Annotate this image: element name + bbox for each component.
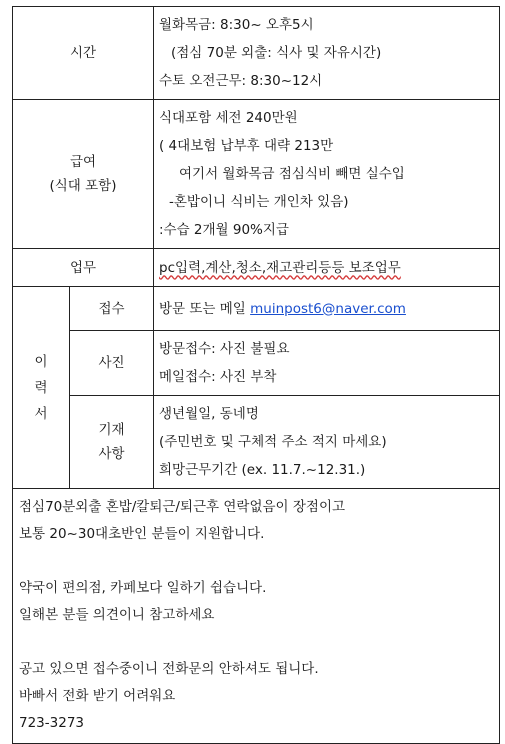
salary-net: ( 4대보험 납부후 대략 213만 <box>159 138 334 154</box>
phone-number: 723-3273 <box>19 715 84 731</box>
reception-label: 접수 <box>98 300 125 317</box>
details-label-line1: 기재 <box>98 422 125 438</box>
hours-row <box>13 7 500 100</box>
note-line: 공고 있으면 접수중이니 전화문의 안하셔도 됩니다. <box>19 661 319 677</box>
reception-prefix: 방문 또는 메일 <box>159 300 251 317</box>
details-row <box>13 396 500 489</box>
details-warning: (주민번호 및 구체적 주소 적지 마세요) <box>159 434 387 450</box>
hours-label: 시간 <box>69 45 97 61</box>
salary-lunch-note: 여기서 월화목금 점심식비 빼면 실수입 <box>179 166 405 182</box>
salary-value-cell <box>154 100 500 249</box>
salary-sublabel: (식대 포함) <box>49 178 117 194</box>
notes-cell <box>13 489 500 744</box>
resume-label-cell <box>13 287 70 489</box>
details-birth: 생년월일, 동네명 <box>159 406 259 422</box>
notes-row <box>13 489 500 744</box>
duties-label: 업무 <box>69 259 97 276</box>
duties-value: pc입력,계산,청소,재고관리등등 보조업무 <box>159 259 401 276</box>
photo-value-cell <box>154 331 500 396</box>
photo-row <box>13 331 500 396</box>
duties-value-cell <box>154 249 500 287</box>
note-line: 일해본 분들 의견이니 참고하세요 <box>19 607 215 623</box>
resume-label-char: 서 <box>34 405 48 422</box>
salary-label-cell <box>13 100 154 249</box>
salary-probation: :수습 2개월 90%지급 <box>159 222 289 238</box>
reception-value-cell <box>154 287 500 331</box>
details-label-cell <box>70 396 154 489</box>
resume-label-char: 이 <box>34 353 48 370</box>
note-line: 점심70분외출 혼밥/칼퇴근/퇴근후 연락없음이 장점이고 <box>19 499 346 515</box>
hours-lunch-break: (점심 70분 외출: 식사 및 자유시간) <box>171 45 382 61</box>
hours-weekday: 월화목금: 8:30~ 오후5시 <box>159 17 314 33</box>
hours-value-cell <box>154 7 500 100</box>
salary-label: 급여 <box>69 154 97 170</box>
duties-row <box>13 249 500 287</box>
note-line: 바빠서 전화 받기 어려워요 <box>19 688 176 704</box>
note-spacer <box>19 548 499 575</box>
hours-label-cell <box>13 7 154 100</box>
details-label-line2: 사항 <box>98 446 125 462</box>
photo-email: 메일접수: 사진 부착 <box>159 369 277 385</box>
salary-meal-note: -혼밥이니 식비는 개인차 있음) <box>169 194 349 210</box>
photo-visit: 방문접수: 사진 불필요 <box>159 341 290 357</box>
reception-row <box>13 287 500 331</box>
photo-label-cell <box>70 331 154 396</box>
salary-row <box>13 100 500 249</box>
salary-gross: 식대포함 세전 240만원 <box>159 110 298 126</box>
reception-label-cell <box>70 287 154 331</box>
note-line: 보통 20~30대초반인 분들이 지원합니다. <box>19 526 265 542</box>
email-link[interactable]: muinpost6@naver.com <box>250 300 406 317</box>
details-period: 희망근무기간 (ex. 11.7.~12.31.) <box>159 462 366 478</box>
job-posting-table <box>12 6 500 744</box>
details-value-cell <box>154 396 500 489</box>
note-line: 약국이 편의점, 카페보다 일하기 쉽습니다. <box>19 580 267 596</box>
photo-label: 사진 <box>98 355 125 371</box>
hours-wed-sat: 수토 오전근무: 8:30~12시 <box>159 73 323 89</box>
resume-label-char: 력 <box>34 379 48 396</box>
note-spacer <box>19 629 499 656</box>
duties-label-cell <box>13 249 154 287</box>
